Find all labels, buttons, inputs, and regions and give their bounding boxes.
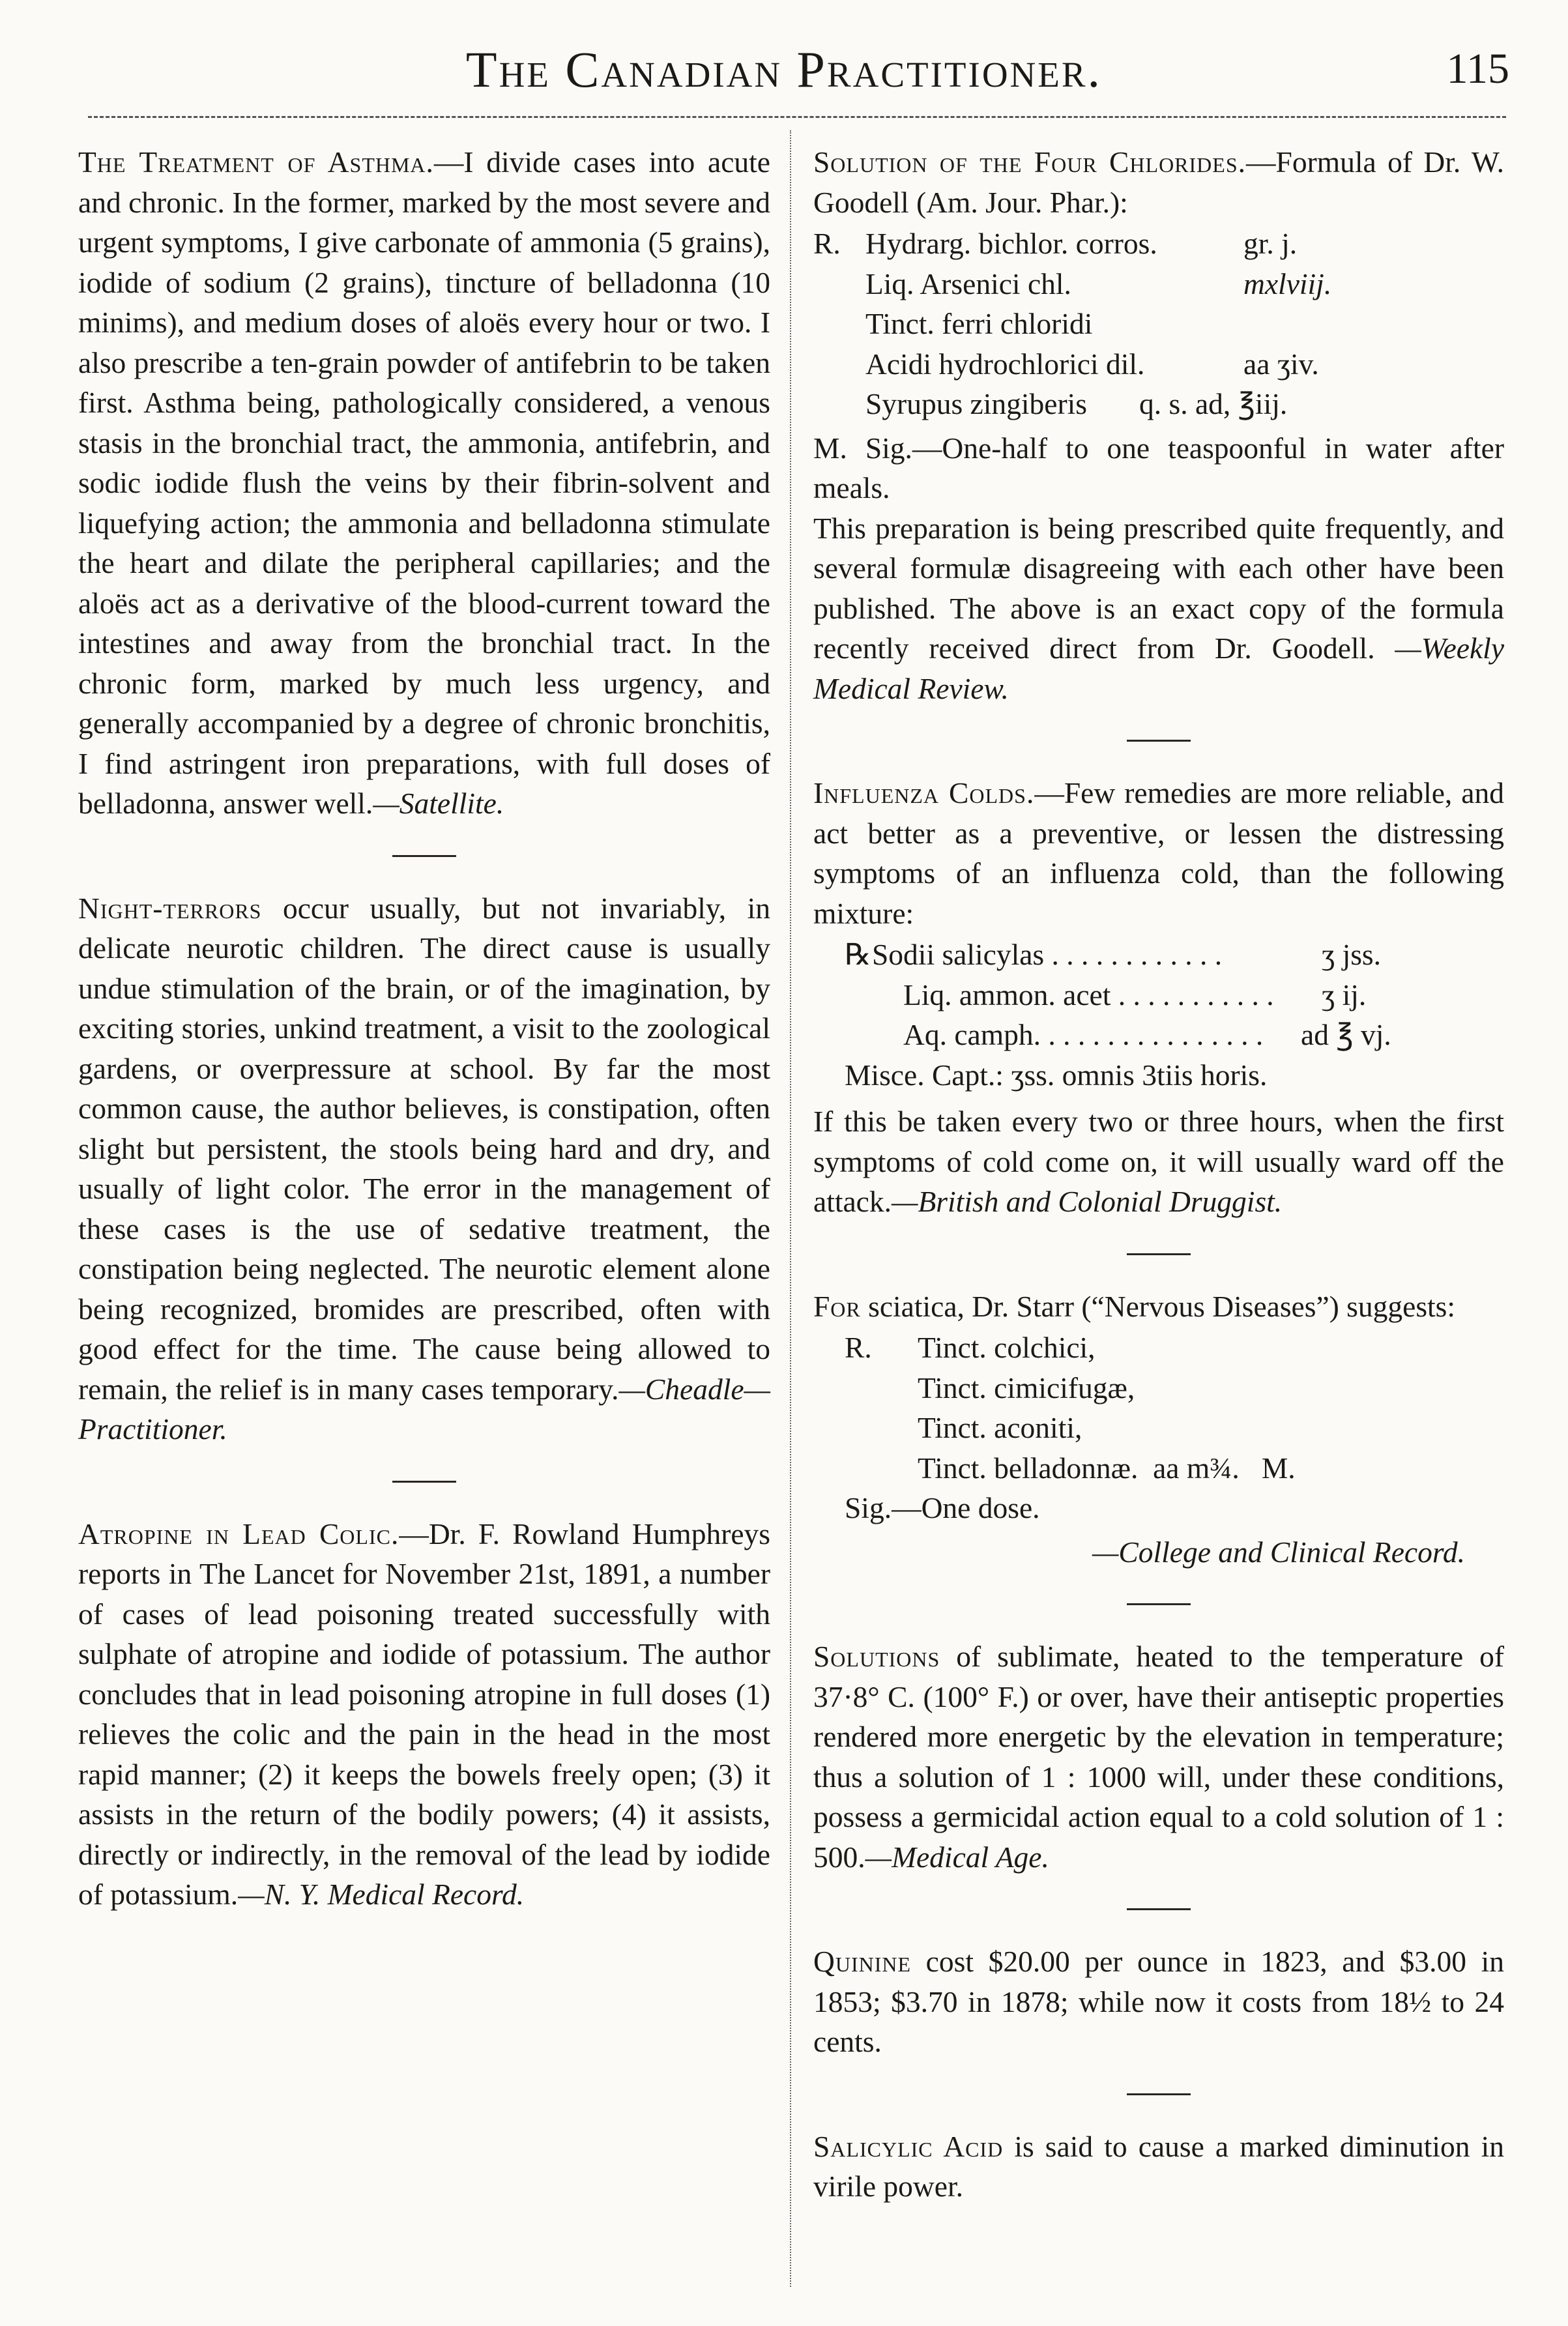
prescription-line xyxy=(813,264,1504,304)
dosage-instructions: Sig.—One dose. xyxy=(845,1491,1040,1524)
prescription-line xyxy=(845,1408,1504,1448)
article-chlorides xyxy=(813,142,1504,222)
prescription-line xyxy=(813,344,1504,385)
drug-dose: ad ℥ vj. xyxy=(1301,1018,1391,1051)
drug-name: Liq. ammon. acet . . . . . . . . . . . xyxy=(903,978,1274,1011)
article-note: If this be taken every two or three hours, when the first symptoms of cold come on, it will usually ward off the attack.—British and Colonial Druggist. xyxy=(813,1105,1504,1218)
prescription-line xyxy=(813,224,1504,264)
rx-symbol: R. xyxy=(845,1331,872,1364)
prescription-sciatica xyxy=(813,1328,1504,1528)
article-heading: For xyxy=(813,1289,861,1323)
drug-name: Syrupus zingiberis xyxy=(865,387,1087,420)
article-heading: Atropine in Lead Colic. xyxy=(78,1517,399,1550)
article-source: —Weekly Medical Review. xyxy=(813,632,1505,705)
section-separator xyxy=(392,855,456,857)
drug-name: Tinct. ferri chloridi xyxy=(865,307,1093,340)
article-heading: The Treatment of Asthma. xyxy=(78,145,434,179)
header-rule xyxy=(88,116,1506,118)
drug-name: Tinct. belladonnæ. aa m¾. M. xyxy=(918,1451,1296,1485)
running-title: The Canadian Practitioner. xyxy=(465,41,1103,98)
article-atropine xyxy=(78,1514,770,1915)
prescription-line xyxy=(845,935,1504,975)
article-source: —N. Y. Medical Record. xyxy=(238,1878,525,1911)
article-heading: Salicylic Acid xyxy=(813,2129,1004,2163)
article-asthma xyxy=(78,142,770,824)
drug-name: Acidi hydrochlorici dil. xyxy=(865,347,1145,381)
article-night-terrors xyxy=(78,888,770,1449)
prescription-line xyxy=(845,1488,1504,1528)
prescription-signature xyxy=(813,428,1504,508)
article-heading: Quinine xyxy=(813,1945,912,1978)
article-influenza xyxy=(813,773,1504,933)
article-intro: —Formula of Dr. W. Goodell (Am. Jour. Phar.): xyxy=(813,145,1504,219)
article-heading: Solutions xyxy=(813,1640,940,1673)
article-source: —College and Clinical Record. xyxy=(1092,1535,1465,1569)
drug-name: Sodii salicylas . . . . . . . . . . . . xyxy=(872,938,1223,971)
right-column xyxy=(813,142,1504,2207)
section-separator xyxy=(1127,1908,1191,1910)
article-body: cost $20.00 per ounce in 1823, and $3.00 in 1853; $3.70 in 1878; while now it costs from 18½ to 24 cents. xyxy=(813,1945,1504,2058)
prescription-influenza xyxy=(813,935,1504,1095)
prescription-line xyxy=(845,1055,1504,1096)
drug-name: Liq. Arsenici chl. xyxy=(865,267,1071,300)
prescription-line xyxy=(845,1328,1504,1368)
article-sublimate xyxy=(813,1636,1504,1877)
article-note: This preparation is being prescribed quite frequently, and several formulæ disagreeing with each other have been published. The above is an exact copy of the formula recently received direct from Dr. Goodell. —Weekly Medical Review. xyxy=(813,511,1505,705)
article-source: —Cheadle—Practitioner. xyxy=(78,1372,770,1446)
drug-name: Tinct. aconiti, xyxy=(918,1411,1082,1444)
prescription-line xyxy=(845,975,1504,1015)
dosage-instructions: Sig.—One-half to one teaspoonful in water after meals. xyxy=(813,431,1504,504)
running-head xyxy=(0,40,1568,106)
section-separator xyxy=(1127,740,1191,742)
left-column xyxy=(78,142,770,1915)
drug-name: Tinct. cimicifugæ, xyxy=(918,1371,1135,1404)
section-separator xyxy=(1127,1253,1191,1255)
drug-dose: ʒ jss. xyxy=(1322,938,1381,971)
article-sciatica xyxy=(813,1287,1504,1327)
drug-dose: gr. j. xyxy=(1243,227,1298,260)
article-source: —British and Colonial Druggist. xyxy=(892,1185,1283,1218)
prescription-line xyxy=(813,304,1504,344)
article-quinine xyxy=(813,1941,1504,2062)
article-body: sciatica, Dr. Starr (“Nervous Diseases”) suggests: xyxy=(860,1289,1456,1323)
article-body: —I divide cases into acute and chronic. In the former, marked by the most severe and urgent symptoms, I give carbonate of ammonia (5 grains), iodide of sodium (2 grains), tincture of belladonna (10 minims), and medium doses of aloës every hour or two. I also prescribe a ten-grain powder of antifebrin to be taken first. Asthma being, pathologically considered, a venous stasis in the bronchial tract, the ammonia, antifebrin, and sodic iodide flush the veins by their fibrin-solvent and liquefying action; the ammonia and belladonna stimulate the heart and dilate the peripheral capillaries; and the aloës act as a derivative of the blood-current toward the intestines and away from the bronchial tract. In the chronic form, marked by much less urgency, and generally accompanied by a degree of chronic bronchitis, I find astringent iron preparations, with full doses of belladonna, answer well. xyxy=(78,145,770,820)
prescription-line xyxy=(845,1448,1504,1489)
article-source: —Medical Age. xyxy=(865,1840,1049,1874)
article-salicylic xyxy=(813,2127,1504,2207)
article-body: —Dr. F. Rowland Humphreys reports in The Lancet for November 21st, 1891, a number of cases of lead poisoning treated successfully with sulphate of atropine and iodide of potassium. The author concludes that in lead poisoning atropine in full doses (1) relieves the colic and the pain in the head in the most rapid manner; (2) it keeps the bowels freely open; (3) it assists in the return of the bodily powers; (4) it assists, directly or indirectly, in the removal of the lead by iodide of potassium. xyxy=(78,1517,770,1911)
section-separator xyxy=(392,1481,456,1483)
article-source: —Satellite. xyxy=(373,787,504,820)
page-number: 115 xyxy=(1446,45,1509,93)
rx-symbol: ℞ xyxy=(845,938,871,971)
drug-name: Tinct. colchici, xyxy=(918,1331,1096,1364)
misce-line: Misce. Capt.: ʒss. omnis 3tiis horis. xyxy=(845,1058,1268,1092)
drug-name: Aq. camph. . . . . . . . . . . . . . . . xyxy=(903,1018,1264,1051)
prescription-chlorides xyxy=(813,224,1504,424)
drug-dose: aa ʒiv. xyxy=(1243,347,1319,381)
drug-name: Hydrarg. bichlor. corros. xyxy=(865,227,1157,260)
drug-dose: mxlviij. xyxy=(1243,267,1332,300)
column-divider xyxy=(790,130,791,2287)
section-separator xyxy=(1127,2093,1191,2095)
article-body: of sublimate, heated to the temperature of 37·8° C. (100° F.) or over, have their antiseptic properties rendered more energetic by the elevation in temperature; thus a solution of 1 : 1000 will, under these conditions, possess a germicidal action equal to a cold solution of 1 : 500. xyxy=(813,1640,1504,1874)
drug-dose: q. s. ad, ℥iij. xyxy=(1139,387,1288,420)
prescription-line xyxy=(845,1368,1504,1408)
article-body: occur usually, but not invariably, in delicate neurotic children. The direct cause is usually undue stimulation of the brain, or of the imagination, by exciting stories, unkind treatment, a visit to the zoological gardens, or overpressure at school. By far the most common cause, the author believes, is constipation, often slight but persistent, the stools being hard and dry, and usually of light color. The error in the management of these cases is the use of sedative treatment, the constipation being neglected. The neurotic element alone being recognized, bromides are prescribed, often with good effect for the time. The cause being allowed to remain, the relief is in many cases temporary. xyxy=(78,891,770,1406)
section-separator xyxy=(1127,1603,1191,1605)
prescription-line xyxy=(845,1015,1504,1055)
article-heading: Solution of the Four Chlorides. xyxy=(813,145,1247,179)
drug-dose: ʒ ij. xyxy=(1322,978,1367,1011)
article-body: is said to cause a marked diminution in virile power. xyxy=(813,2129,1504,2203)
mix-mark: M. xyxy=(813,431,847,465)
prescription-line xyxy=(813,384,1504,424)
article-heading: Influenza Colds. xyxy=(813,776,1035,809)
rx-symbol: R. xyxy=(813,227,841,260)
article-body: —Few remedies are more reliable, and act better as a preventive, or lessen the distressing symptoms of an influenza cold, than the following mixture: xyxy=(813,776,1504,930)
article-heading: Night-terrors xyxy=(78,891,262,925)
